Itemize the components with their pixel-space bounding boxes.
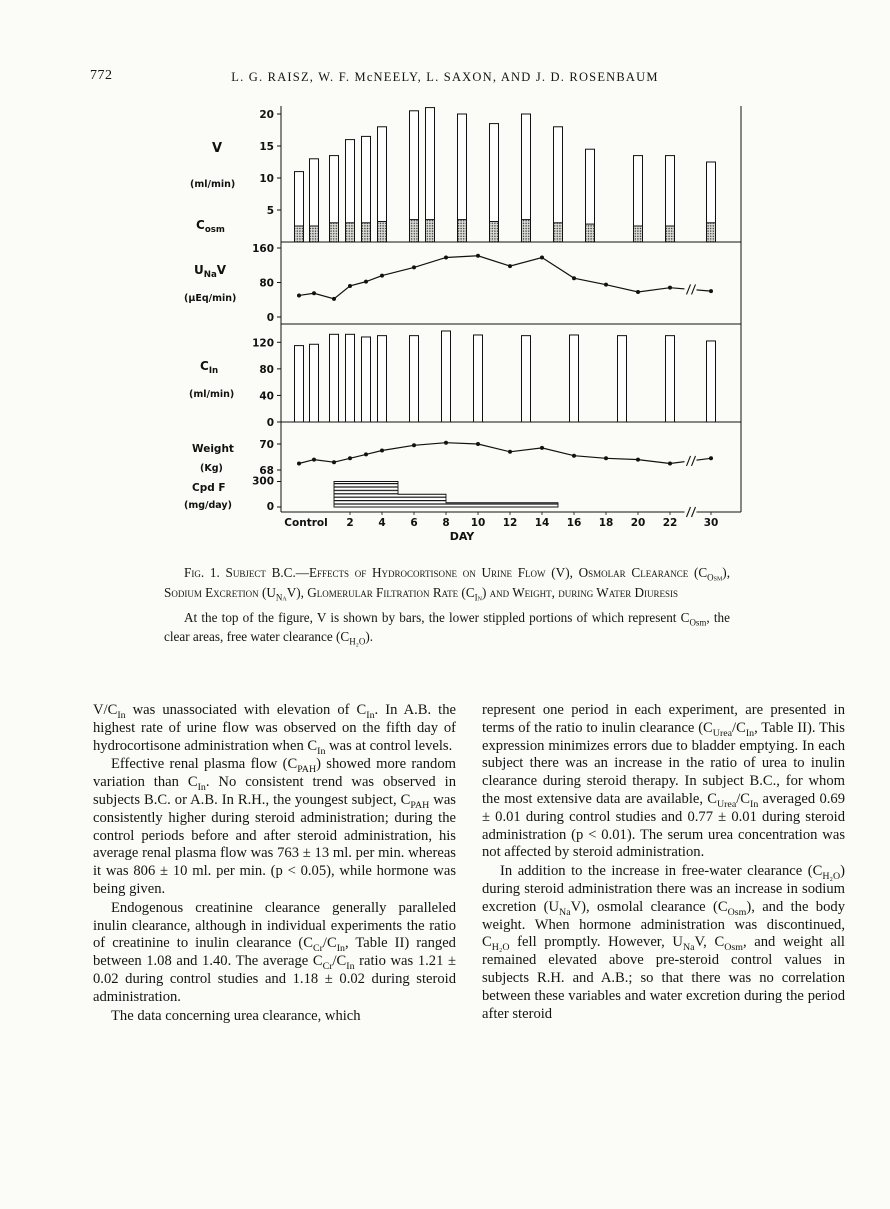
svg-text:20: 20	[259, 109, 274, 121]
page-number: 772	[90, 68, 113, 83]
svg-text:Cosm: $C_{osm}$	[196, 218, 225, 235]
svg-text:Weight: Weight	[192, 443, 234, 455]
svg-text:0: 0	[266, 501, 274, 513]
svg-text:(ml/min): (ml/min)	[190, 179, 236, 190]
body-paragraph: In addition to the increase in free-water clearance $(C_{H_2O})$ during steroid administration there was an increase in sodium excretion $(U_{Na}V)$, osmolal clearance $(C_{Osm})$, and the body weight. When hormone administration was discontinued, $C_{H_2O}$ fell promptly. However, $U_{Na}V$, $C_{Osm}$, and weight all remained elevated above pre-steroid control values in subjects R.H. and A.B.; so that there was no correlation between these variables and water excretion during the period after steroid	[482, 863, 845, 1022]
svg-text:6: 6	[410, 517, 418, 529]
svg-text:160: 160	[252, 243, 274, 255]
svg-text:CIn: $C_{In}$	[200, 359, 219, 376]
panel-sodium-excretion	[297, 254, 713, 301]
svg-text:30: 30	[703, 517, 719, 529]
panel-weight-cpdF	[297, 441, 713, 507]
figure-note: At the top of the figure, V is shown by bars, the lower stippled portions of which represent $C_{Osm}$, the clear areas, free water clearance $(C_{H_2O})$.	[164, 609, 730, 648]
svg-text:5: 5	[266, 205, 274, 217]
right-column	[482, 702, 845, 1026]
panel-inulin-clearance	[295, 331, 716, 422]
svg-text:22: 22	[662, 517, 678, 529]
body-columns	[93, 702, 845, 1026]
figure-chart	[166, 92, 890, 549]
svg-text:Cpd F: Cpd F	[192, 482, 226, 494]
svg-text:300: 300	[252, 475, 274, 488]
svg-text:80: 80	[259, 277, 274, 290]
svg-text:20: 20	[630, 517, 646, 529]
svg-text:10: 10	[259, 173, 274, 185]
svg-text:4: 4	[378, 517, 386, 529]
figure-caption: Fig. 1. Subject B.C.—Effects of Hydrocortisone on Urine Flow (V), Osmolar Clearance $(C_{Osm})$, Sodium Excretion $(U_{Na}V)$, Glomerular Filtration Rate $(C_{In})$ and Weight, during Water Diuresis	[164, 565, 730, 603]
svg-text:12: 12	[502, 517, 518, 529]
svg-text:Control: Control	[284, 517, 328, 529]
left-column	[93, 702, 456, 1026]
svg-text:8: 8	[442, 517, 450, 529]
running-head	[0, 68, 890, 86]
svg-text:120: 120	[252, 337, 274, 350]
svg-text:V: V	[212, 141, 223, 156]
body-paragraph: The data concerning urea clearance, which	[111, 1007, 361, 1024]
svg-text:UNaV: $U_{Na}V$	[194, 263, 227, 280]
body-paragraph: $V/C_{In}$ was unassociated with elevation of $C_{In}$. In A.B. the highest rate of urine flow was observed on the fifth day of hydrocortisone administration when $C_{In}$ was at control levels.	[93, 702, 456, 757]
body-paragraph: Endogenous creatinine clearance generally paralleled inulin clearance, although in individual experiments the ratio of creatinine to inulin clearance ($C_{Cr}/C_{In}$, Table II) ranged between 1.08 and 1.40. The average $C_{Cr}/C_{In}$ ratio was 1.21 ± 0.02 during control studies and 1.18 ± 0.02 during steroid administration.	[93, 899, 456, 1005]
svg-text:(μEq/min): (μEq/min)	[184, 293, 237, 304]
svg-text:14: 14	[534, 517, 550, 529]
svg-text:10: 10	[470, 517, 486, 529]
panel-urine-flow	[295, 108, 716, 242]
svg-text:0: 0	[266, 312, 274, 324]
svg-text:2: 2	[346, 517, 354, 529]
svg-text:68: 68	[259, 465, 274, 477]
running-authors: L. G. RAISZ, W. F. McNEELY, L. SAXON, AND J. D. ROSENBAUM	[231, 70, 659, 84]
svg-text:(Kg): (Kg)	[200, 463, 223, 474]
fig1-chart-svg	[166, 92, 786, 544]
figure-caption-block	[164, 563, 730, 647]
svg-text:(ml/min): (ml/min)	[189, 389, 235, 400]
body-paragraph: Effective renal plasma flow $(C_{PAH})$ showed more random variation than $C_{In}$. No consistent trend was observed in subjects B.C. or A.B. In R.H., the youngest subject, $C_{PAH}$ was consistently higher during steroid administration; during the control periods before and after steroid administration, his average renal plasma flow was 763 ± 13 ml. per min. whereas it was 806 ± 10 ml. per min. (p < 0.05), while hormone was being given.	[93, 756, 456, 897]
svg-text:0: 0	[266, 417, 274, 429]
svg-text:(mg/day): (mg/day)	[184, 500, 232, 511]
body-paragraph: represent one period in each experiment, are presented in terms of the ratio to inulin clearance ($C_{Urea}/C_{In}$, Table II). This expression minimizes errors due to bladder emptying. In each subject there was an increase in the ratio of urea to inulin clearance during steroid therapy. In subject B.C., for whom the most extensive data are available, $C_{Urea}/C_{In}$ averaged 0.69 ± 0.01 during control studies and 0.77 ± 0.01 during steroid administration (p < 0.01). The serum urea concentration was not affected by steroid administration.	[482, 702, 845, 861]
svg-text:70: 70	[259, 439, 274, 451]
svg-text:15: 15	[259, 141, 274, 153]
svg-text:16: 16	[566, 517, 582, 529]
svg-text:40: 40	[259, 390, 274, 403]
figure-1	[0, 92, 890, 647]
svg-text:DAY: DAY	[449, 530, 475, 543]
svg-text:80: 80	[259, 363, 274, 376]
svg-text:18: 18	[598, 517, 614, 529]
